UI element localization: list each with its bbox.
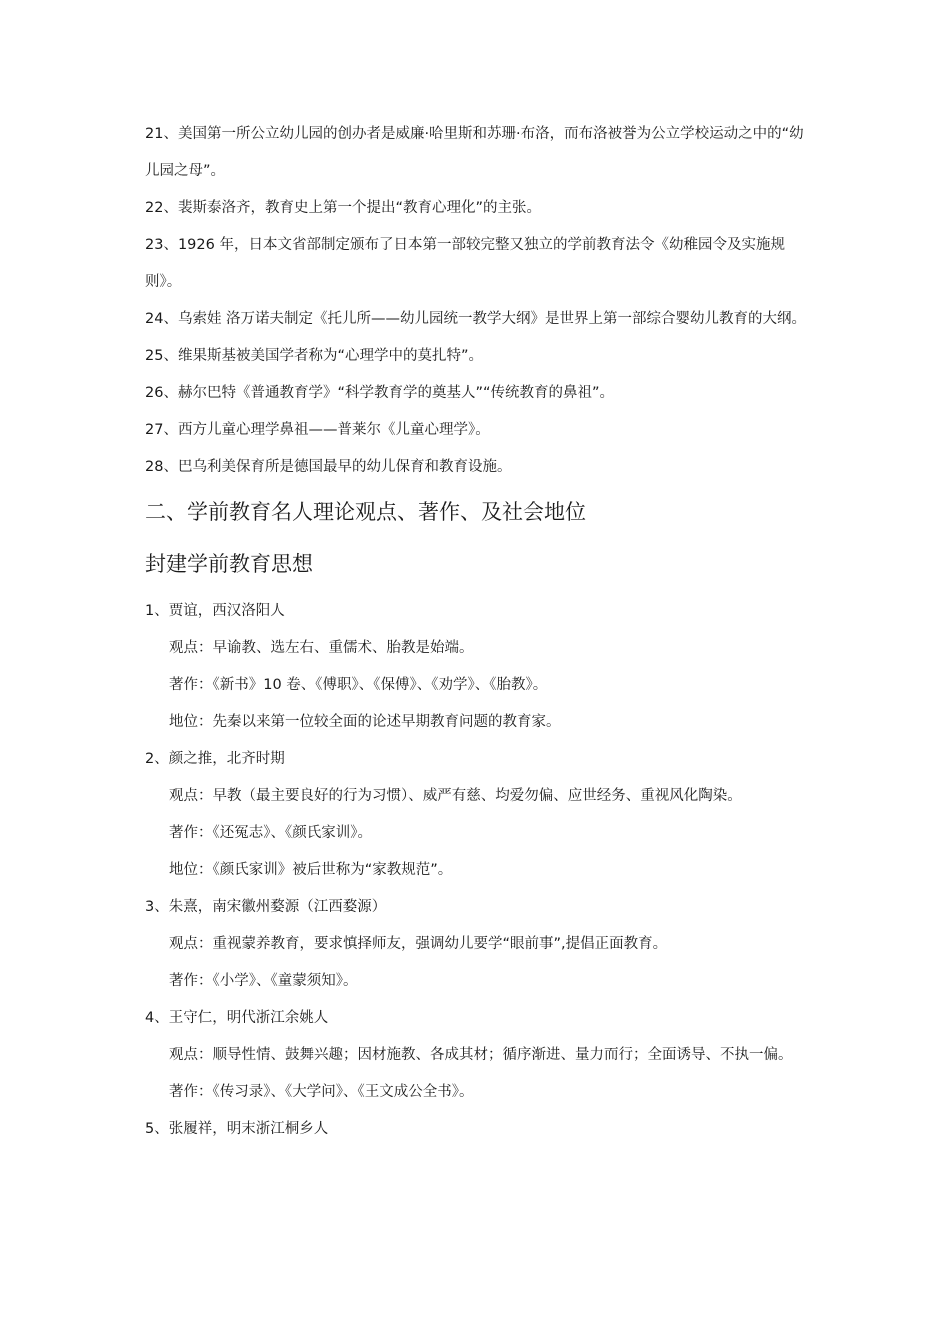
person-name: 1、贾谊，西汉洛阳人 xyxy=(145,603,285,619)
list-item: 25、维果斯基被美国学者称为“心理学中的莫扎特”。 xyxy=(145,348,483,364)
list-item: 22、裴斯泰洛齐，教育史上第一个提出“教育心理化”的主张。 xyxy=(145,200,541,216)
person-name: 3、朱熹，南宋徽州婺源（江西婺源） xyxy=(145,899,387,915)
list-item: 27、西方儿童心理学鼻祖——普莱尔《儿童心理学》。 xyxy=(145,422,490,438)
person-name: 5、张履祥，明末浙江桐乡人 xyxy=(145,1121,329,1137)
list-item: 21、美国第一所公立幼儿园的创办者是威廉·哈里斯和苏珊·布洛，而布洛被誉为公立学校运动之中的“幼儿园之母”。 xyxy=(145,126,804,179)
list-item: 26、赫尔巴特《普通教育学》“科学教育学的奠基人”“传统教育的鼻祖”。 xyxy=(145,385,614,401)
section-heading: 二、学前教育名人理论观点、著作、及社会地位 xyxy=(145,500,586,524)
subsection-heading: 封建学前教育思想 xyxy=(145,552,313,576)
person-view: 观点：早谕教、选左右、重儒术、胎教是始端。 xyxy=(169,640,474,656)
list-item: 28、巴乌利美保育所是德国最早的幼儿保育和教育设施。 xyxy=(145,459,512,475)
person-view: 观点：早教（最主要良好的行为习惯）、威严有慈、均爱勿偏、应世经务、重视风化陶染。 xyxy=(169,788,742,804)
person-works: 著作：《还冤志》、《颜氏家训》。 xyxy=(169,825,372,841)
document-body xyxy=(145,116,815,1148)
person-status: 地位：先秦以来第一位较全面的论述早期教育问题的教育家。 xyxy=(169,714,561,730)
person-name: 4、王守仁，明代浙江余姚人 xyxy=(145,1010,329,1026)
person-status: 地位：《颜氏家训》被后世称为“家教规范”。 xyxy=(169,862,453,878)
person-name: 2、颜之推，北齐时期 xyxy=(145,751,285,767)
person-works: 著作：《传习录》、《大学问》、《王文成公全书》。 xyxy=(169,1084,474,1100)
person-works: 著作：《小学》、《童蒙须知》。 xyxy=(169,973,358,989)
person-works: 著作：《新书》10 卷、《傅职》、《保傅》、《劝学》、《胎教》。 xyxy=(169,677,548,693)
person-view: 观点：顺导性情、鼓舞兴趣；因材施教、各成其材；循序渐进、量力而行；全面诱导、不执一偏。 xyxy=(169,1047,793,1063)
list-item: 23、1926 年，日本文省部制定颁布了日本第一部较完整又独立的学前教育法令《幼稚园令及实施规则》。 xyxy=(145,237,785,290)
person-view: 观点：重视蒙养教育，要求慎择师友，强调幼儿要学“眼前事”,提倡正面教育。 xyxy=(169,936,668,952)
list-item: 24、乌索娃 洛万诺夫制定《托儿所——幼儿园统一教学大纲》是世界上第一部综合婴幼儿教育的大纲。 xyxy=(145,311,807,327)
